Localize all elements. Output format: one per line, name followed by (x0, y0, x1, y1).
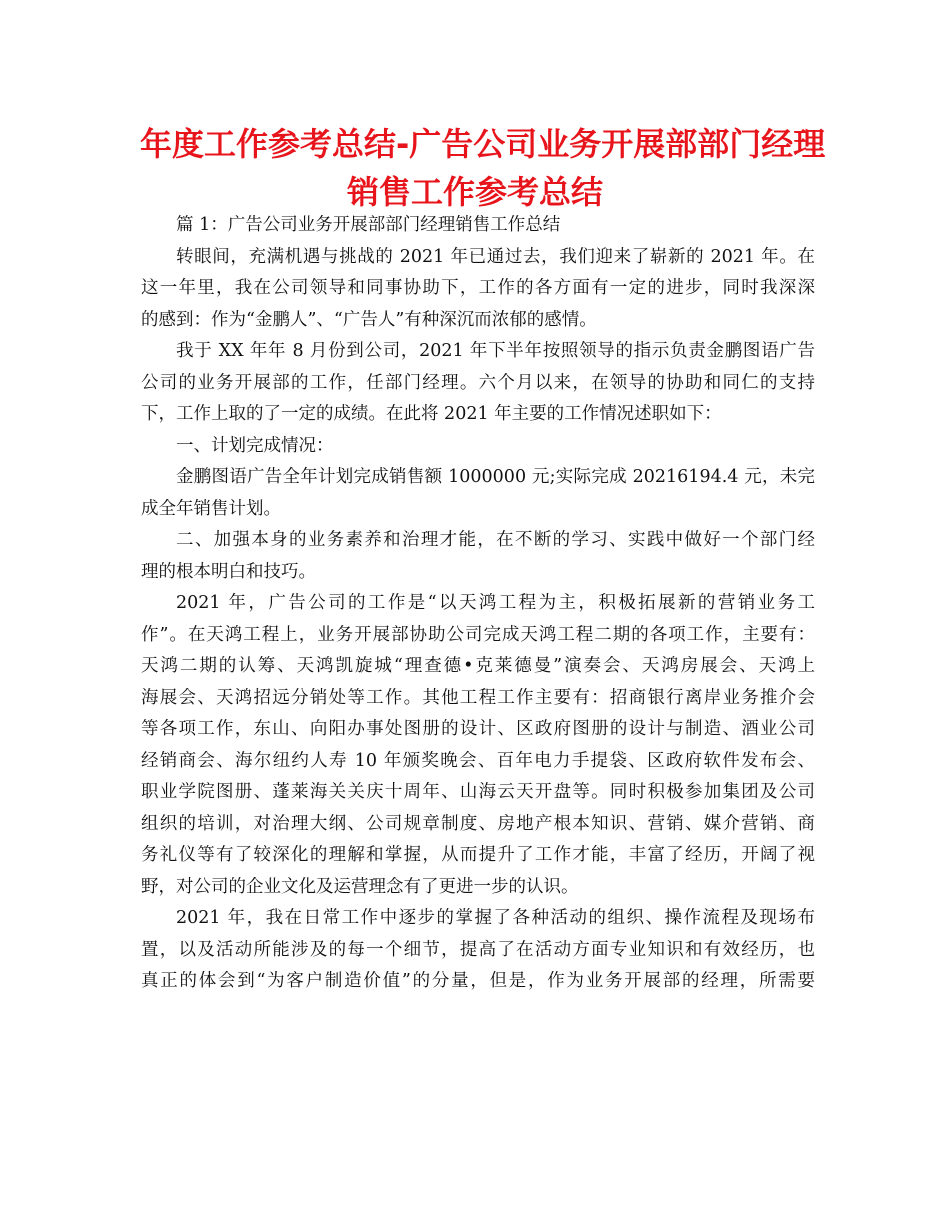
paragraph-line: 组织的培训，对治理大纲、公司规章制度、房地产根本知识、营销、媒介营销、商 (141, 813, 815, 834)
section-heading: 篇 1：广告公司业务开展部部门经理销售工作总结 (176, 215, 561, 235)
paragraph-line: 公司的业务开展部的工作，任部门经理。六个月以来，在领导的协助和同仁的支持 (141, 372, 815, 393)
paragraph-line: 理的根本明白和技巧。 (141, 561, 316, 582)
paragraph-line: 海展会、天鸿招远分销处等工作。其他工程工作主要有：招商银行离岸业务推介会 (141, 687, 815, 708)
document-title-line-1: 年度工作参考总结-广告公司业务开展部部门经理 (140, 125, 826, 163)
paragraph-line: 2021 年，广告公司的工作是“以天鸿工程为主，积极拓展新的营销业务工 (176, 593, 815, 613)
paragraph-line: 我于 XX 年年 8 月份到公司，2021 年下半年按照领导的指示负责金鹏图语广告 (176, 341, 815, 361)
section-heading: 一、计划完成情况： (176, 435, 334, 456)
paragraph-line: 的感到：作为“金鹏人”、“广告人”有种深沉而浓郁的感情。 (141, 309, 597, 330)
paragraph-line: 金鹏图语广告全年计划完成销售额 1000000 元;实际完成 20216194.4 元，未完 (176, 467, 815, 487)
paragraph-line: 2021 年，我在日常工作中逐步的掌握了各种活动的组织、操作流程及现场布 (176, 908, 815, 928)
paragraph-line: 等各项工作，东山、向阳办事处图册的设计、区政府图册的设计与制造、酒业公司 (141, 719, 815, 739)
paragraph-line: 置，以及活动所能涉及的每一个细节，提高了在活动方面专业知识和有效经历，也 (141, 939, 815, 960)
paragraph-line: 职业学院图册、蓬莱海关关庆十周年、山海云天开盘等。同时积极参加集团及公司 (141, 782, 815, 802)
paragraph-line: 这一年里，我在公司领导和同事协助下，工作的各方面有一定的进步，同时我深深 (141, 278, 815, 298)
paragraph-line: 成全年销售计划。 (141, 498, 281, 519)
paragraph-line: 务礼仪等有了较深化的理解和掌握，从而提升了工作才能，丰富了经历，开阔了视 (141, 845, 815, 865)
paragraph-line: 作”。在天鸿工程上，业务开展部协助公司完成天鸿工程二期的各项工作，主要有： (141, 624, 815, 645)
document-body (141, 210, 815, 998)
paragraph-line: 经销商会、海尔纽约人寿 10 年颁奖晚会、百年电力手提袋、区政府软件发布会、 (141, 750, 815, 771)
paragraph-line: 下，工作上取的了一定的成绩。在此将 2021 年主要的工作情况述职如下： (141, 404, 722, 424)
paragraph-line: 转眼间，充满机遇与挑战的 2021 年已通过去，我们迎来了崭新的 2021 年。在 (176, 246, 815, 267)
paragraph-line: 真正的体会到“为客户制造价值”的分量，但是，作为业务开展部的经理，所需要 (141, 971, 815, 991)
paragraph-line: 天鸿二期的认筹、天鸿凯旋城“理查德•克莱德曼”演奏会、天鸿房展会、天鸿上 (141, 656, 815, 676)
section-heading: 二、加强本身的业务素养和治理才能，在不断的学习、实践中做好一个部门经 (176, 530, 815, 550)
document-title-line-2: 销售工作参考总结 (346, 173, 603, 211)
paragraph-line: 野，对公司的企业文化及运营理念有了更进一步的认识。 (141, 876, 579, 897)
